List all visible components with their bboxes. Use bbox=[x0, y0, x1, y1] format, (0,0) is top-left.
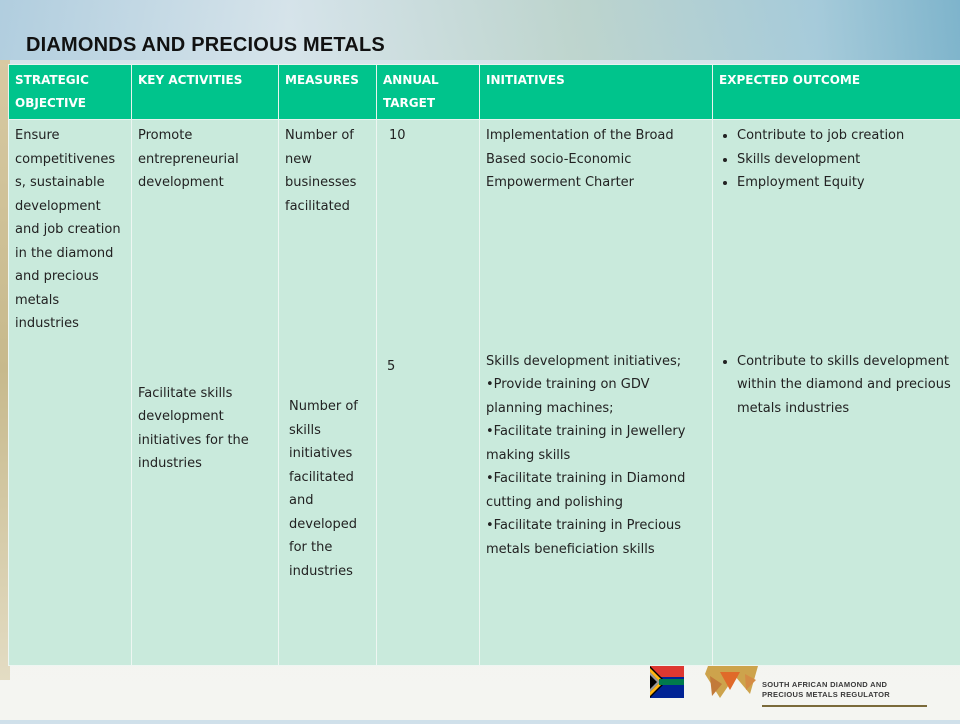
initiative-2-line-1: Skills development initiatives; bbox=[486, 350, 706, 374]
header-annual-target: ANNUAL TARGET bbox=[377, 65, 480, 120]
cell-initiatives bbox=[480, 120, 713, 666]
measure-2: Number of skills initiatives facilitated and developed for the industries bbox=[285, 395, 370, 583]
initiative-2-line-4: •Facilitate training in Diamond cutting and polishing bbox=[486, 467, 706, 514]
initiative-2-line-3: •Facilitate training in Jewellery making skills bbox=[486, 420, 706, 467]
cell-measures bbox=[279, 120, 377, 666]
activity-2: Facilitate skills development initiatives for the industries bbox=[138, 382, 272, 476]
outcome-item: • Skills development bbox=[737, 148, 954, 172]
outcome-item: • Employment Equity bbox=[737, 171, 954, 195]
regulator-logo bbox=[650, 666, 950, 720]
outcome-item: • Contribute to skills development within the diamond and precious metals industries bbox=[737, 350, 954, 421]
header-measures: MEASURES bbox=[279, 65, 377, 120]
outcome-item: • Contribute to job creation bbox=[737, 124, 954, 148]
table-header-row bbox=[9, 65, 960, 120]
logo-text bbox=[762, 680, 890, 700]
cell-outcomes bbox=[713, 120, 960, 666]
header-expected-outcome: EXPECTED OUTCOME bbox=[713, 65, 960, 120]
table-row bbox=[9, 120, 960, 666]
initiative-1: Implementation of the Broad Based socio-Economic Empowerment Charter bbox=[486, 124, 706, 195]
cell-objective bbox=[9, 120, 132, 666]
measure-1: Number of new businesses facilitated bbox=[285, 124, 370, 218]
target-1: 10 bbox=[383, 124, 473, 148]
header-strategic-objective: STRATEGIC OBJECTIVE bbox=[9, 65, 132, 120]
page-title: DIAMONDS AND PRECIOUS METALS bbox=[26, 34, 385, 57]
cell-targets bbox=[377, 120, 480, 666]
cell-activities bbox=[132, 120, 279, 666]
logo-line-2: PRECIOUS METALS REGULATOR bbox=[762, 690, 890, 700]
strategic-plan-table bbox=[8, 64, 960, 666]
initiative-2-line-5: •Facilitate training in Precious metals beneficiation skills bbox=[486, 514, 706, 561]
header-initiatives: INITIATIVES bbox=[480, 65, 713, 120]
logo-line-1: SOUTH AFRICAN DIAMOND AND bbox=[762, 680, 890, 690]
target-2: 5 bbox=[383, 355, 473, 379]
objective-text: Ensure competitivenes s, sustainable development and job creation in the diamond and precious metals industries bbox=[15, 124, 125, 336]
initiative-2-line-2: •Provide training on GDV planning machines; bbox=[486, 373, 706, 420]
logo-underline bbox=[762, 705, 927, 707]
header-key-activities: KEY ACTIVITIES bbox=[132, 65, 279, 120]
outcome-list-1 bbox=[719, 124, 954, 195]
outcome-list-2 bbox=[719, 350, 954, 421]
activity-1: Promote entrepreneurial development bbox=[138, 124, 272, 195]
sa-flag-emblem-icon bbox=[650, 666, 760, 720]
